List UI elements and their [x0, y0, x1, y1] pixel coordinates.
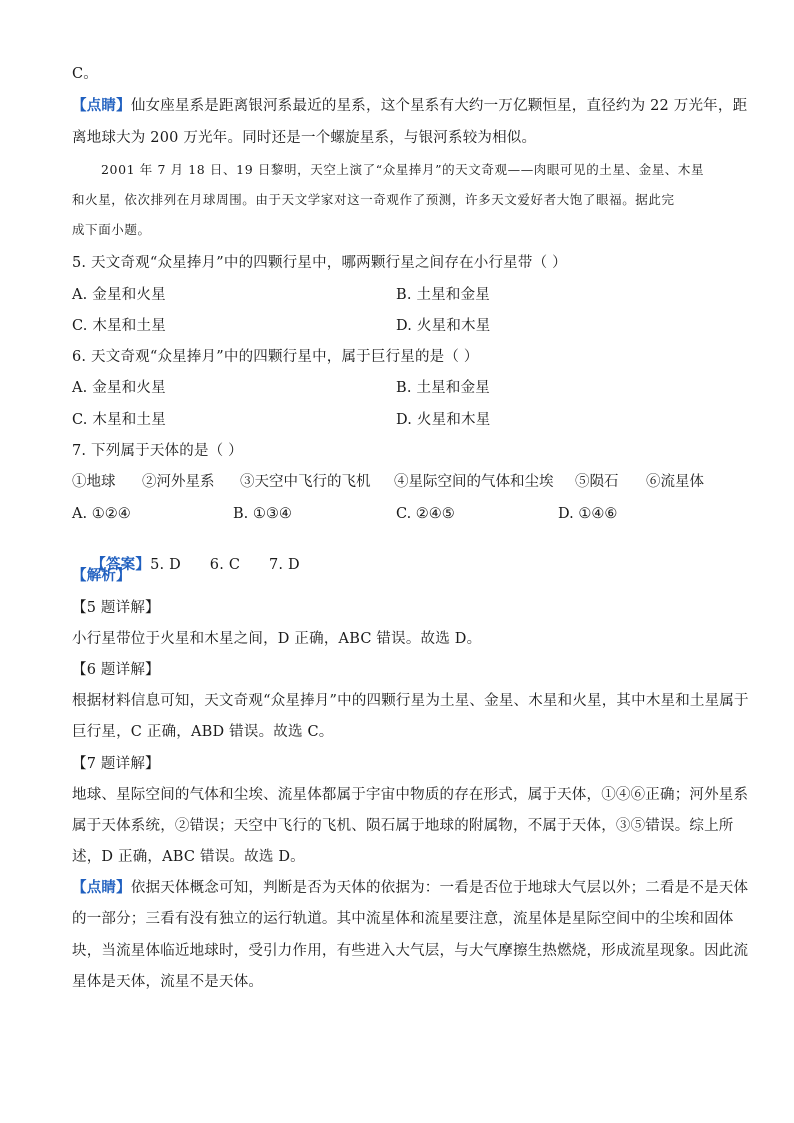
note-1-line-2: 离地球大为 200 万光年。同时还是一个螺旋星系，与银河系较为相似。 [72, 130, 537, 146]
question-5-option-a: A. 金星和火星 [72, 287, 166, 303]
question-6-option-a: A. 金星和火星 [72, 380, 166, 396]
detail-5-title: 【5 题详解】 [72, 600, 160, 616]
detail-7-title: 【7 题详解】 [72, 756, 160, 772]
note-2-text-1: 依据天体概念可知，判断是否为天体的依据为：一看是否位于地球大气层以外；二看是不是天体 [130, 880, 749, 896]
passage-line-3: 成下面小题。 [72, 222, 151, 237]
detail-5-line-1: 小行星带位于火星和木星之间，D 正确，ABC 错误。故选 D。 [72, 631, 482, 647]
note-1-line-1 [72, 96, 747, 116]
question-5-stem: 5. 天文奇观“众星捧月”中的四颗行星中，哪两颗行星之间存在小行星带（ ） [72, 255, 567, 271]
question-7-item-1: ①地球 [72, 474, 116, 490]
question-5-option-c: C. 木星和土星 [72, 318, 166, 334]
detail-6-title: 【6 题详解】 [72, 662, 160, 678]
question-7-option-c: C. ②④⑤ [396, 506, 455, 522]
question-6-stem: 6. 天文奇观“众星捧月”中的四颗行星中，属于巨行星的是（ ） [72, 349, 479, 365]
note-2-tag: 【点睛】 [72, 879, 131, 896]
analysis-tag: 【解析】 [72, 567, 131, 584]
note-2-line-4: 星体是天体，流星不是天体。 [72, 974, 264, 990]
question-7-stem: 7. 下列属于天体的是（ ） [72, 443, 243, 459]
detail-6-line-1: 根据材料信息可知，天文奇观“众星捧月”中的四颗行星为土星、金星、木星和火星，其中木星和土星属于 [72, 693, 749, 709]
answer-tag: 【答案】 [91, 556, 151, 573]
question-7-option-d: D. ①④⑥ [558, 506, 618, 522]
note-2-line-3: 块，当流星体临近地球时，受引力作用，有些进入大气层，与大气摩擦生热燃烧，形成流星现象。因此流 [72, 943, 749, 959]
question-7-item-4: ④星际空间的气体和尘埃 [394, 474, 554, 490]
question-5-option-d: D. 火星和木星 [396, 318, 491, 334]
detail-7-line-3: 述，D 正确，ABC 错误。故选 D。 [72, 849, 305, 865]
answer-text: 5. D 6. C 7. D [150, 557, 300, 573]
detail-7-line-1: 地球、星际空间的气体和尘埃、流星体都属于宇宙中物质的存在形式，属于天体，①④⑥正确；河外星系 [72, 787, 749, 803]
question-6-option-d: D. 火星和木星 [396, 412, 491, 428]
question-6-option-b: B. 土星和金星 [396, 380, 490, 396]
note-2-line-2: 的一部分；三看有没有独立的运行轨道。其中流星体和流星要注意，流星体是星际空间中的尘埃和固体 [72, 911, 734, 927]
passage-line-2: 和火星，依次排列在月球周围。由于天文学家对这一奇观作了预测，许多天文爱好者大饱了眼福。据此完 [72, 192, 675, 207]
passage-line-1: 2001 年 7 月 18 日、19 日黎明，天空上演了“众星捧月”的天文奇观——肉眼可见的土星、金星、木星 [101, 162, 705, 177]
question-7-item-2: ②河外星系 [142, 474, 215, 490]
answer-line [72, 535, 300, 595]
detail-7-line-2: 属于天体系统，②错误；天空中飞行的飞机、陨石属于地球的附属物，不属于天体，③⑤错误。综上所 [72, 818, 734, 834]
question-6-option-c: C. 木星和土星 [72, 412, 166, 428]
question-7-option-b: B. ①③④ [233, 506, 292, 522]
note-1-tag: 【点睛】 [72, 97, 131, 114]
detail-6-line-2: 巨行星，C 正确，ABD 错误。故选 C。 [72, 724, 334, 740]
question-5-option-b: B. 土星和金星 [396, 287, 490, 303]
question-7-item-3: ③天空中飞行的飞机 [240, 474, 371, 490]
question-7-item-6: ⑥流星体 [646, 474, 704, 490]
question-7-option-a: A. ①②④ [72, 506, 131, 522]
prev-answer-tail: C。 [72, 66, 98, 82]
question-7-item-5: ⑤陨石 [575, 474, 619, 490]
note-2-line-1 [72, 878, 748, 898]
note-1-text-1: 仙女座星系是距离银河系最近的星系，这个星系有大约一万亿颗恒星，直径约为 22 万光年，距 [130, 98, 748, 114]
